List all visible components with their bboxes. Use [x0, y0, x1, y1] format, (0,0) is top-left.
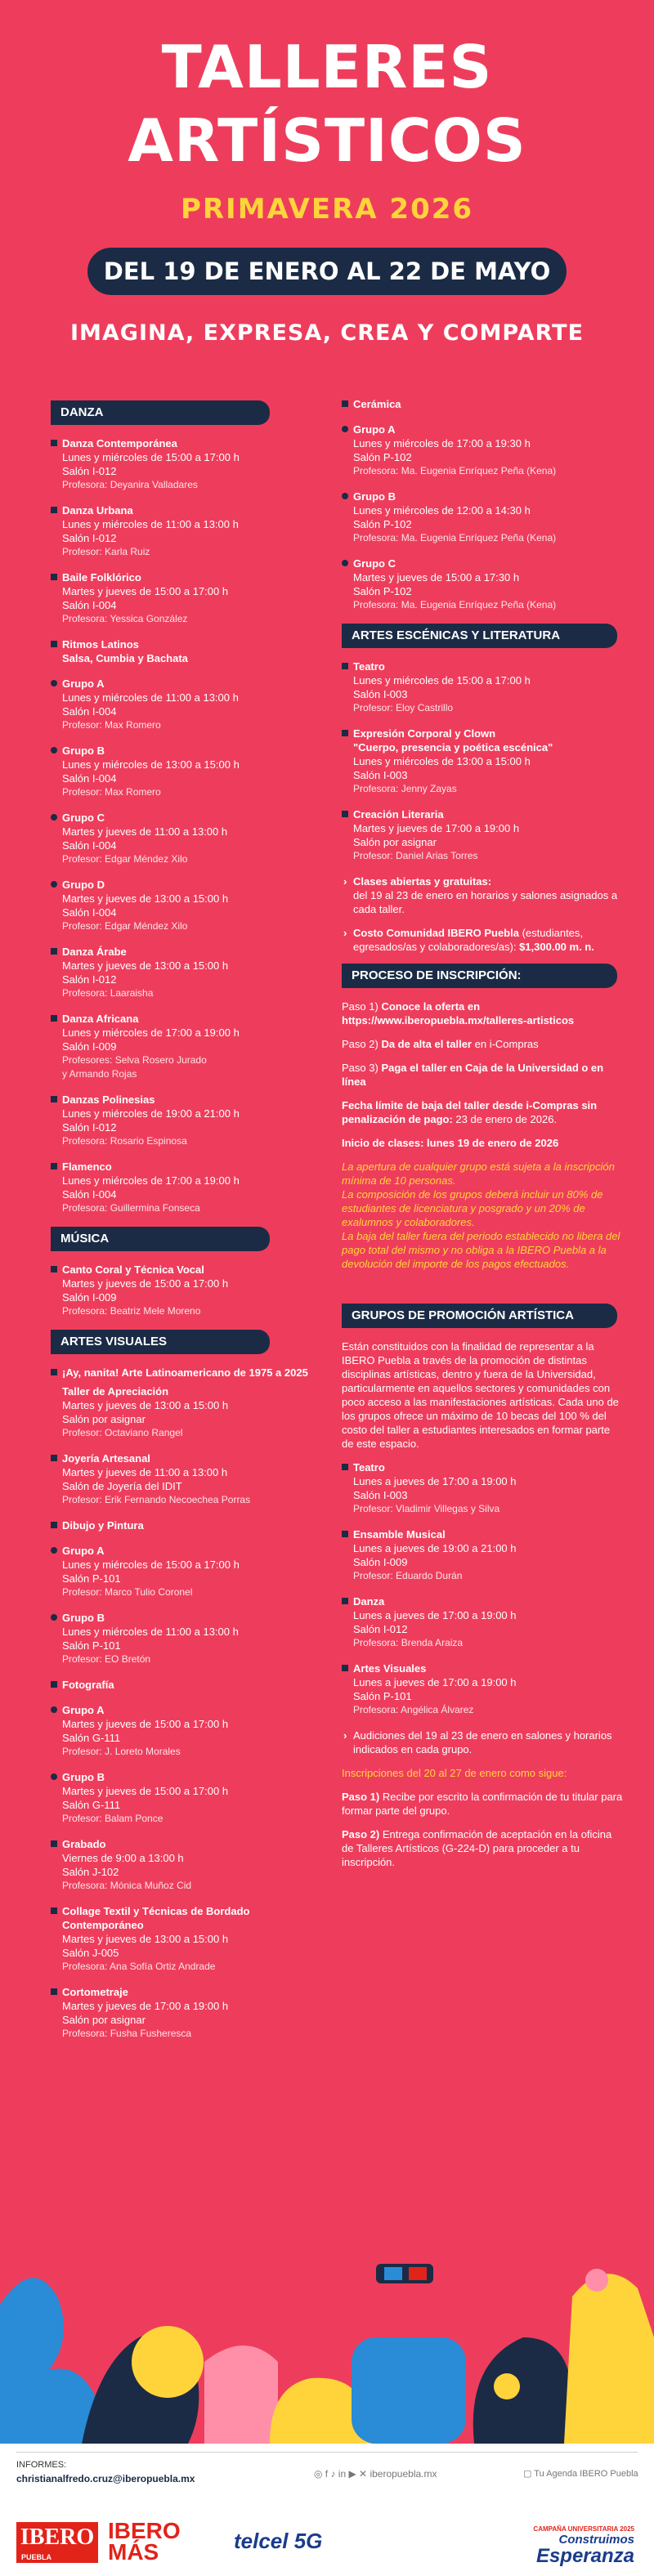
workshop-name: Danza: [342, 1594, 624, 1608]
step-text: Recibe por escrito la confirmación de tu titular para formar parte del grupo.: [342, 1791, 623, 1817]
workshop-name: ¡Ay, nanita! Arte Latinoamericano de 1975 a 2025: [51, 1366, 316, 1380]
deadline-label: Fecha límite de baja del taller desde i-Compras sin penalización de pago:: [342, 1099, 598, 1125]
workshop-schedule: Lunes y miércoles de 15:00 a 17:00 h: [62, 1559, 240, 1571]
workshop-group: [51, 1544, 316, 1599]
workshop-item: [342, 1527, 624, 1583]
conditions-note: [342, 1160, 624, 1271]
workshop-room: Salón I-004: [62, 705, 117, 718]
workshop-room: Salón I-012: [62, 465, 117, 477]
section-artes-escenicas: ARTES ESCÉNICAS Y LITERATURA: [342, 624, 617, 648]
logo-sub: PUEBLA: [21, 2553, 52, 2561]
workshop-room: Salón I-012: [62, 1121, 117, 1134]
start-note: [342, 1136, 624, 1150]
workshop-teacher: Profesor: Edgar Méndez Xilo: [62, 920, 188, 932]
social-links[interactable]: [314, 2468, 437, 2480]
workshop-name: Danza Contemporánea: [51, 436, 316, 450]
workshop-item: [51, 945, 316, 1000]
workshop-schedule: Martes y jueves de 13:00 a 15:00 h: [62, 1933, 229, 1945]
footer: [0, 2444, 654, 2576]
workshop-name: Danzas Polinesias: [51, 1093, 316, 1107]
workshop-room: Salón I-012: [353, 1623, 408, 1635]
workshop-schedule: Lunes a jueves de 17:00 a 19:00 h: [353, 1475, 517, 1487]
social-handle: iberopuebla.mx: [370, 2468, 437, 2480]
workshop-name: Cortometraje: [51, 1985, 316, 1999]
registration-url[interactable]: https://www.iberopuebla.mx/talleres-artisticos: [342, 1014, 575, 1026]
workshop-name: Dibujo y Pintura: [51, 1518, 316, 1532]
workshop-item: [51, 1985, 316, 2041]
campaign-label: CAMPAÑA UNIVERSITARIA 2025: [533, 2525, 634, 2533]
workshop-subtitle: Salsa, Cumbia y Bachata: [62, 652, 188, 664]
workshop-name: Grabado: [51, 1837, 316, 1851]
workshop-room: Salón J-102: [62, 1866, 119, 1878]
workshop-item: [51, 1837, 316, 1893]
group-name: Grupo B: [342, 490, 624, 503]
workshop-teacher: Profesor: Daniel Arias Torres: [353, 850, 478, 861]
workshop-schedule: Lunes y miércoles de 11:00 a 13:00 h: [62, 691, 239, 704]
workshop-group: [342, 490, 624, 545]
calendar-icon: ▢: [523, 2469, 535, 2479]
group-name: Grupo B: [51, 1611, 316, 1625]
workshop-room: Salón J-005: [62, 1947, 119, 1959]
workshop-teacher: Profesora: Laaraisha: [62, 987, 154, 999]
ibero-puebla-logo: [16, 2522, 98, 2563]
section-musica: MÚSICA: [51, 1227, 270, 1251]
workshop-name: Fotografía: [51, 1678, 316, 1692]
workshop-schedule: Martes y jueves de 13:00 a 15:00 h: [62, 959, 229, 972]
workshop-name: Ritmos Latinos: [51, 637, 316, 651]
workshop-room: Salón por asignar: [62, 1413, 146, 1425]
workshop-item: [51, 1366, 316, 1440]
block-shape-icon: [352, 2337, 466, 2444]
workshop-room: Salón I-004: [62, 772, 117, 785]
workshop-room: Salón I-009: [62, 1291, 117, 1304]
step-text: Conoce la oferta en: [381, 1000, 481, 1013]
circle-shape-icon: [132, 2326, 204, 2398]
auditions-note: › Audiciones del 19 al 23 de enero en salones y horarios indicados en cada grupo.: [342, 1729, 624, 1756]
left-column: [51, 400, 316, 2052]
promo-step-2: [342, 1827, 624, 1869]
workshop-item: [342, 1661, 624, 1717]
workshop-group: [51, 677, 316, 732]
workshop-schedule: Lunes a jueves de 19:00 a 21:00 h: [353, 1542, 517, 1554]
workshop-teacher: Profesora: Brenda Araiza: [353, 1637, 464, 1648]
workshop-item: [342, 397, 624, 411]
workshop-teacher: Profesor: Eloy Castrillo: [353, 702, 454, 713]
workshop-name: Baile Folklórico: [51, 570, 316, 584]
group-name: Grupo C: [51, 811, 316, 825]
workshop-room: Salón P-102: [353, 451, 412, 463]
campaign-logo: [487, 2525, 634, 2566]
title-line1: TALLERES: [161, 33, 493, 101]
workshop-schedule: Lunes y miércoles de 19:00 a 21:00 h: [62, 1107, 240, 1120]
workshop-room: Salón P-102: [353, 518, 412, 530]
workshop-schedule: Martes y jueves de 13:00 a 15:00 h: [62, 1399, 229, 1411]
step-label: Paso 1): [342, 1000, 379, 1013]
workshop-room: Salón I-004: [62, 1188, 117, 1201]
workshop-group: [51, 1770, 316, 1826]
group-name: Grupo B: [51, 1770, 316, 1784]
workshop-schedule: Lunes y miércoles de 11:00 a 13:00 h: [62, 1626, 239, 1638]
condition-2: La composición de los grupos deberá incluir un 80% de estudiantes de licenciatura y posgrado y un 20% de exalumnos y colaboradores.: [342, 1188, 603, 1228]
workshop-room: Salón I-009: [62, 1040, 117, 1053]
campaign-line-2: Esperanza: [535, 2545, 634, 2567]
workshop-group: [342, 557, 624, 612]
season-label: PRIMAVERA 2026: [180, 193, 474, 226]
cost-text: (estudiantes, egresados/as y colaboradores/as):: [353, 927, 584, 953]
workshop-teacher: Profesores: Selva Rosero Jurado: [62, 1054, 207, 1066]
workshop-schedule: Lunes y miércoles de 15:00 a 17:00 h: [62, 451, 240, 463]
workshop-room: Salón P-101: [353, 1690, 412, 1702]
step-text: Entrega confirmación de aceptación en la oficina de Talleres Artísticos (G-224-D) para proceder a tu inscripción.: [342, 1828, 612, 1868]
step-1: [342, 1000, 624, 1027]
step-label: Paso 2): [342, 1038, 379, 1050]
workshop-teacher: Profesor: EO Bretón: [62, 1653, 151, 1665]
section-promocion: GRUPOS DE PROMOCIÓN ARTÍSTICA: [342, 1304, 617, 1328]
workshop-schedule: Lunes y miércoles de 15:00 a 17:00 h: [353, 674, 531, 686]
workshop-item: [342, 727, 624, 796]
right-column: [342, 397, 624, 1879]
workshop-room: Salón I-003: [353, 1489, 408, 1501]
date-range-banner: DEL 19 DE ENERO AL 22 DE MAYO: [87, 248, 567, 295]
decorative-illustration: [0, 2092, 654, 2444]
workshop-schedule: Martes y jueves de 15:00 a 17:00 h: [62, 1718, 229, 1730]
workshop-schedule: Lunes a jueves de 17:00 a 19:00 h: [353, 1609, 517, 1621]
group-name: Grupo D: [51, 878, 316, 892]
logo-line-1: IBERO: [108, 2518, 181, 2543]
workshop-room: Salón por asignar: [62, 2014, 146, 2026]
workshop-subtitle: "Cuerpo, presencia y poética escénica": [353, 741, 553, 754]
workshop-room: Salón I-003: [353, 769, 408, 781]
workshop-room: Salón I-004: [62, 599, 117, 611]
workshop-name: Expresión Corporal y Clown: [342, 727, 624, 740]
workshop-schedule: Lunes y miércoles de 17:00 a 19:00 h: [62, 1174, 240, 1187]
workshop-teacher: Profesor: Max Romero: [62, 786, 161, 798]
workshop-teacher: Profesor: Vladimir Villegas y Silva: [353, 1503, 500, 1514]
workshop-group: [51, 1611, 316, 1666]
group-name: Grupo C: [342, 557, 624, 570]
group-name: Grupo A: [51, 677, 316, 691]
flower-shape-icon: [564, 2274, 654, 2444]
workshop-name: Danza Urbana: [51, 503, 316, 517]
condition-1: La apertura de cualquier grupo está sujeta a la inscripción mínima de 10 personas.: [342, 1161, 615, 1187]
workshop-schedule: Lunes y miércoles de 13:00 a 15:00 h: [62, 758, 240, 771]
workshop-teacher: Profesora: Guillermina Fonseca: [62, 1202, 200, 1214]
workshop-teacher-2: y Armando Rojas: [62, 1068, 137, 1080]
workshop-teacher: Profesor: Max Romero: [62, 719, 161, 731]
step-2: [342, 1037, 624, 1051]
workshop-item: [51, 637, 316, 665]
workshop-room: Salón P-102: [353, 585, 412, 597]
step-label: Paso 2): [342, 1828, 380, 1840]
step-text: Paga el taller en Caja de la Universidad o en línea: [342, 1062, 604, 1088]
workshop-item: [51, 570, 316, 626]
logo-text: IBERO: [20, 2525, 95, 2550]
workshop-schedule: Lunes a jueves de 17:00 a 19:00 h: [353, 1676, 517, 1688]
workshop-room: Salón I-004: [62, 906, 117, 919]
cost-label: Costo Comunidad IBERO Puebla: [353, 927, 519, 939]
workshop-item: [51, 503, 316, 559]
workshop-group: [51, 744, 316, 799]
open-classes-text: del 19 al 23 de enero en horarios y salones asignados a cada taller.: [353, 889, 618, 915]
group-name: Grupo B: [51, 744, 316, 758]
start-date: Inicio de clases: lunes 19 de enero de 2026: [342, 1137, 559, 1149]
workshop-name: Ensamble Musical: [342, 1527, 624, 1541]
informes-label: INFORMES:: [16, 2460, 67, 2470]
logo-line-2: MÁS: [108, 2539, 159, 2565]
workshop-room: Salón I-009: [353, 1556, 408, 1568]
ibero-mas-logo: [108, 2520, 181, 2563]
workshop-teacher: Profesor: Eduardo Durán: [353, 1570, 463, 1581]
workshop-item: [51, 1263, 316, 1318]
group-name: Grupo A: [51, 1703, 316, 1717]
step-label: Paso 1): [342, 1791, 380, 1803]
workshop-item: [51, 1012, 316, 1081]
workshop-schedule: Martes y jueves de 11:00 a 13:00 h: [62, 825, 228, 838]
workshop-item: [51, 1160, 316, 1215]
workshop-room: Salón de Joyería del IDIT: [62, 1480, 182, 1492]
workshop-teacher: Profesor: Karla Ruiz: [62, 546, 150, 557]
step-text-rest: en i-Compras: [474, 1038, 539, 1050]
workshop-teacher: Profesor: Octaviano Rangel: [62, 1427, 183, 1438]
social-icons: ◎ f ♪ in ▶ ✕: [314, 2468, 370, 2480]
workshop-name: Creación Literaria: [342, 807, 624, 821]
workshop-item: [51, 1451, 316, 1507]
workshop-teacher: Profesor: Edgar Méndez Xilo: [62, 853, 188, 865]
workshop-group: [51, 1703, 316, 1759]
telcel-logo: telcel 5G: [234, 2529, 323, 2553]
agenda-link[interactable]: [523, 2468, 638, 2479]
workshop-item: [342, 807, 624, 863]
workshop-teacher: Profesora: Ma. Eugenia Enríquez Peña (Kena): [353, 465, 557, 476]
workshop-item: [342, 1594, 624, 1650]
workshop-teacher: Profesora: Deyanira Valladares: [62, 479, 198, 490]
workshop-schedule: Lunes y miércoles de 17:00 a 19:00 h: [62, 1026, 240, 1039]
workshop-name: Teatro: [342, 660, 624, 673]
footer-divider: [16, 2452, 638, 2453]
workshop-group: [51, 811, 316, 866]
enrollment-note: Inscripciones del 20 al 27 de enero como sigue:: [342, 1767, 567, 1779]
step-label: Paso 3): [342, 1062, 379, 1074]
workshop-teacher: Profesor: Marco Tulio Coronel: [62, 1586, 193, 1598]
title-line2: ARTÍSTICOS: [128, 106, 526, 175]
workshop-name-cont: Contemporáneo: [62, 1919, 144, 1931]
workshop-teacher: Profesor: Balam Ponce: [62, 1813, 164, 1824]
workshop-teacher: Profesora: Angélica Álvarez: [353, 1704, 474, 1715]
step-text: Da de alta el taller: [381, 1038, 472, 1050]
workshop-teacher: Profesor: J. Loreto Morales: [62, 1746, 181, 1757]
workshop-room: Salón P-101: [62, 1572, 121, 1585]
workshop-teacher: Profesora: Ma. Eugenia Enríquez Peña (Kena): [353, 532, 557, 543]
workshop-room: Salón por asignar: [353, 836, 437, 848]
promo-intro: Están constituidos con la finalidad de representar a la IBERO Puebla a través de la promoción de distintas disciplinas artísticas, dentro y fuera de la Universidad, particularmente en aquellos sectores y comunidades con poco acceso a las manifestaciones artísticas. Cada uno de los grupos ofrece un máximo de 10 becas del 100 % del costo del taller a estudiantes interesados en formar parte de este espacio.: [342, 1340, 619, 1450]
workshop-schedule: Lunes y miércoles de 12:00 a 14:30 h: [353, 504, 531, 517]
workshop-room: Salón I-012: [62, 532, 117, 544]
workshop-room: Salón I-003: [353, 688, 408, 700]
workshop-room: Salón G-111: [62, 1732, 121, 1744]
contact-email[interactable]: christianalfredo.cruz@iberopuebla.mx: [16, 2473, 195, 2484]
workshop-schedule: Martes y jueves de 15:00 a 17:30 h: [353, 571, 520, 584]
deadline-date: 23 de enero de 2026.: [455, 1113, 558, 1125]
workshop-item: [51, 1093, 316, 1148]
workshop-item: [51, 1518, 316, 1532]
open-classes-label: Clases abiertas y gratuitas:: [353, 875, 492, 888]
workshop-room: Salón P-101: [62, 1639, 121, 1652]
workshop-room: Salón I-012: [62, 973, 117, 986]
workshop-schedule: Lunes y miércoles de 11:00 a 13:00 h: [62, 518, 239, 530]
workshop-teacher: Profesor: Erik Fernando Necoechea Porras: [62, 1494, 251, 1505]
condition-3: La baja del taller fuera del periodo establecido no libera del pago total del mismo y no obliga a la IBERO Puebla a la devolución del importe de los pagos efectuados.: [342, 1230, 620, 1270]
dot-shape-icon: [585, 2269, 608, 2292]
workshop-schedule: Lunes y miércoles de 17:00 a 19:30 h: [353, 437, 531, 449]
workshop-group: [342, 423, 624, 478]
workshop-item: [51, 1678, 316, 1692]
cost-note: [342, 926, 624, 954]
workshop-room: Salón I-004: [62, 839, 117, 852]
workshop-item: [51, 436, 316, 492]
workshop-teacher: Profesora: Beatriz Mele Moreno: [62, 1305, 201, 1317]
workshop-teacher: Profesora: Ana Sofía Ortiz Andrade: [62, 1961, 216, 1972]
workshop-teacher: Profesora: Jenny Zayas: [353, 783, 457, 794]
shape-icon: [204, 2346, 278, 2444]
workshop-name: Teatro: [342, 1460, 624, 1474]
workshop-room: Salón G-111: [62, 1799, 121, 1811]
workshop-teacher: Profesora: Ma. Eugenia Enríquez Peña (Kena): [353, 599, 557, 610]
workshop-name: Artes Visuales: [342, 1661, 624, 1675]
workshop-name: Canto Coral y Técnica Vocal: [51, 1263, 316, 1277]
section-danza: DANZA: [51, 400, 270, 425]
deadline-note: [342, 1098, 624, 1126]
workshop-teacher: Profesora: Mónica Muñoz Cid: [62, 1880, 192, 1891]
workshop-item: [342, 1460, 624, 1516]
step-3: [342, 1061, 624, 1089]
workshop-schedule: Martes y jueves de 15:00 a 17:00 h: [62, 1785, 229, 1797]
workshop-schedule: Martes y jueves de 17:00 a 19:00 h: [353, 822, 520, 834]
group-name: Grupo A: [51, 1544, 316, 1558]
workshop-teacher: Profesora: Fusha Fusheresca: [62, 2028, 192, 2039]
workshop-schedule: Martes y jueves de 13:00 a 15:00 h: [62, 892, 229, 905]
campaign-line-1: Construimos: [558, 2533, 634, 2547]
workshop-subtitle: Taller de Apreciación: [62, 1385, 169, 1398]
workshop-schedule: Lunes y miércoles de 13:00 a 15:00 h: [353, 755, 531, 767]
promo-step-1: [342, 1790, 624, 1818]
workshop-schedule: Martes y jueves de 11:00 a 13:00 h: [62, 1466, 228, 1478]
mask-shape-icon: [473, 2337, 572, 2444]
workshop-name: Cerámica: [342, 397, 624, 411]
tagline: IMAGINA, EXPRESA, CREA Y COMPARTE: [69, 320, 585, 346]
workshop-schedule: Martes y jueves de 17:00 a 19:00 h: [62, 2000, 229, 2012]
workshop-name: Joyería Artesanal: [51, 1451, 316, 1465]
workshop-item: [342, 660, 624, 715]
workshop-group: [51, 878, 316, 933]
group-name: Grupo A: [342, 423, 624, 436]
agenda-text: Tu Agenda IBERO Puebla: [534, 2469, 638, 2479]
workshop-name: Danza Africana: [51, 1012, 316, 1026]
workshop-teacher: Profesora: Rosario Espinosa: [62, 1135, 187, 1147]
cost-value: $1,300.00 m. n.: [519, 941, 594, 953]
workshop-name: Danza Árabe: [51, 945, 316, 959]
workshop-teacher: Profesora: Yessica González: [62, 613, 188, 624]
open-classes-note: [342, 874, 624, 916]
workshop-schedule: Martes y jueves de 15:00 a 17:00 h: [62, 1277, 229, 1290]
workshop-item: [51, 1904, 316, 1974]
workshop-name: Flamenco: [51, 1160, 316, 1174]
eye-shape-icon: [494, 2373, 520, 2399]
workshop-name: Collage Textil y Técnicas de Bordado: [51, 1904, 316, 1918]
section-artes-visuales: ARTES VISUALES: [51, 1330, 270, 1354]
section-proceso: PROCESO DE INSCRIPCIÓN:: [342, 964, 617, 988]
workshop-schedule: Martes y jueves de 15:00 a 17:00 h: [62, 585, 229, 597]
workshop-schedule: Viernes de 9:00 a 13:00 h: [62, 1852, 184, 1864]
